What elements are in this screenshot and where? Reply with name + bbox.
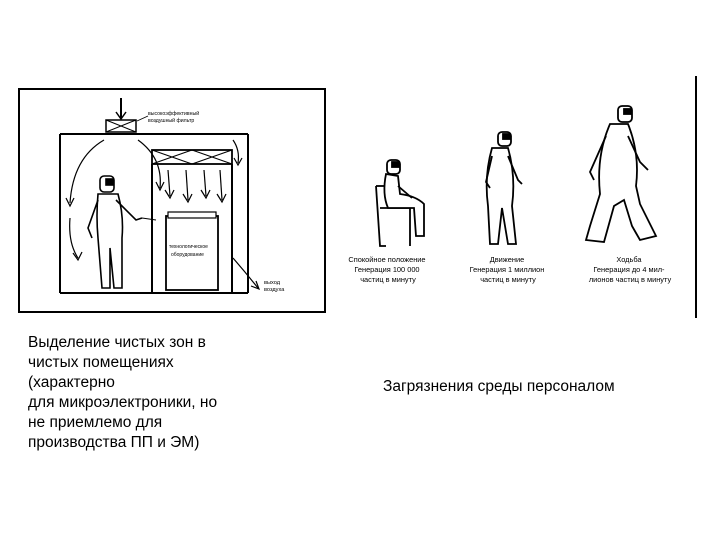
filter-label: высокоэффективный воздушный фильтр <box>148 111 200 124</box>
laminar-flow-arrows <box>165 170 226 202</box>
clean-zone-diagram <box>18 88 326 313</box>
seated-person-figure <box>376 160 424 246</box>
caption-line: чистых помещениях <box>28 354 174 371</box>
posture-caption-moving: Движение Генерация 1 миллион частиц в минуту <box>469 255 545 284</box>
caption-line: Выделение чистых зон в <box>28 334 206 351</box>
exhaust-label: выход воздуха <box>264 280 285 293</box>
exhaust-arrows <box>233 258 259 289</box>
caption-line: (характерно <box>28 374 115 391</box>
moving-person-figure <box>486 132 522 244</box>
personnel-contamination-diagram <box>340 76 700 318</box>
hepa-filter <box>106 98 136 132</box>
posture-caption-seated: Спокойное положение Генерация 100 000 частиц в минуту <box>348 255 426 284</box>
walking-person-figure <box>586 106 656 242</box>
caption-line: производства ПП и ЭМ) <box>28 434 200 451</box>
caption-line: не приемлемо для <box>28 414 163 431</box>
caption-personnel-contamination: Загрязнения среды персоналом <box>383 378 615 395</box>
caption-clean-zones <box>28 333 288 453</box>
equipment-label: технологическое оборудование <box>169 244 208 258</box>
posture-caption-walking: Ходьба Генерация до 4 мил- лионов частиц в минуту <box>588 255 672 284</box>
operator-figure <box>88 176 142 288</box>
caption-line: для микроэлектроники, но <box>28 394 218 411</box>
